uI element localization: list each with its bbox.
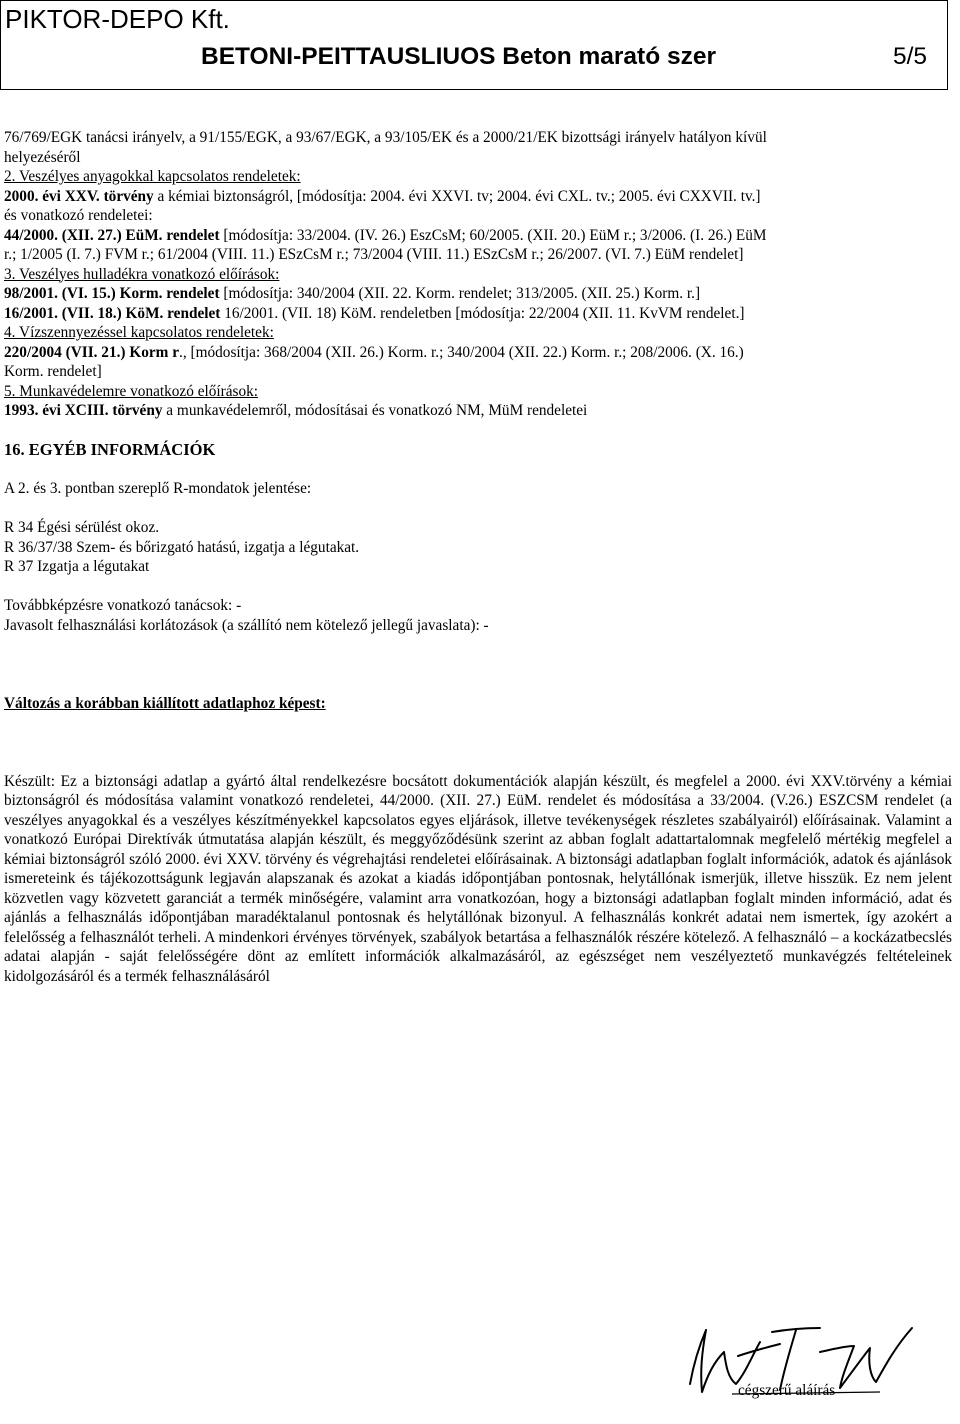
usage-restrictions: Javasolt felhasználási korlátozások (a szállító nem kötelező jellegű javaslata): -	[4, 616, 489, 634]
regulation-text: 16/2001. (VII. 18) KöM. rendeletben [módosítja: 22/2004 (XII. 11. KvVM rendelet.]	[220, 304, 745, 322]
page-number: 5/5	[892, 43, 927, 70]
regulation-ref: 16/2001. (VII. 18.) KöM. rendelet	[4, 304, 221, 322]
document-title: BETONI-PEITTAUSLIUOS Beton marató szer	[201, 43, 717, 70]
page-header	[0, 0, 948, 90]
r-phrase: R 37 Izgatja a légutakat	[4, 558, 150, 575]
regulation-ref: 2000. évi XXV. törvény	[4, 187, 154, 205]
preparation-statement: Készült: Ez a biztonsági adatlap a gyártó által rendelkezésre bocsátott dokumentációk alapján készült, és megfelel a 2000. évi XXV.törvény a kémiai biztonságról és módosítása valamint vonatkozó rendeletei, 44/2000. (XII. 27.) EüM. rendelet és módosítása a 33/2004. (V.26.) ESZCSM rendelet (a veszélyes anyagokkal és a veszélyes készítményekkel kapcsolatos egyes eljárások, illetve tevékenységek részletes szabályairól) előírásainak. Valamint a vonatkozó Európai Direktívák útmutatása alapján készült, és meggyőződésünk szerint az abban foglalt adattartalomnak megfelelő mértékig megfelel a kémiai biztonságról szóló 2000. évi XXV. törvény és végrehajtási rendeletei előírásainak. A biztonsági adatlapban foglalt információk, adatok és ajánlások ismereteink és tájékozottságunk legjaván alapszanak és azokat a kiadás időpontjában pontosnak, helytállónak ismerjük, illetve hisszük. Ez nem jelent közvetlen vagy közvetett garanciát a termék minőségére, valamint arra vonatkozóan, hogy a biztonsági adatlapban foglalt minden információ, adat és ajánlás a felhasználás időpontjában maradéktalanul pontosnak és helytállónak bizonyul. A felhasználás konkrét adatai nem ismertek, így azokért a felelősség a felhasználót terheli. A mindenkori érvényes törvények, szabályok betartása a felhasználók részére kötelező. A felhasználó – a kockázatbecslés adatai alapján - saját felelősségére dönt az említett információk alkalmazásáról, az egészséget nem veszélyeztető munkavégzés feltételeinek kidolgozásáról és a termék felhasználásáról	[4, 772, 952, 985]
regulation-ref: 44/2000. (XII. 27.) EüM. rendelet	[4, 226, 220, 244]
section-heading-occupational-safety: 5. Munkavédelemre vonatkozó előírások:	[4, 382, 259, 400]
r-phrase: R 36/37/38 Szem- és bőrizgató hatású, izgatja a légutakat.	[4, 538, 360, 556]
regulation-text: a munkavédelemről, módosításai és vonatkozó NM, MüM rendeletei	[162, 402, 588, 419]
training-advice: Továbbképzésre vonatkozó tanácsok: -	[4, 597, 242, 614]
regulation-text: [módosítja: 33/2004. (IV. 26.) EszCsM; 60/2005. (XII. 20.) EüM r.; 3/2006. (I. 26.) EüM	[219, 226, 767, 244]
r-phrases-intro: A 2. és 3. pontban szereplő R-mondatok jelentése:	[4, 480, 312, 497]
regulation-line: 76/769/EGK tanácsi irányelv, a 91/155/EGK, a 93/67/EGK, a 93/105/EK és a 2000/21/EK bizottsági irányelv hatályon kívül	[4, 129, 767, 146]
regulation-ref: 98/2001. (VI. 15.) Korm. rendelet	[4, 285, 220, 302]
signature-label: cégszerű aláírás	[738, 1382, 836, 1399]
regulation-line: és vonatkozó rendeletei:	[4, 207, 153, 224]
section-heading-hazardous-substances: 2. Veszélyes anyagokkal kapcsolatos rendeletek:	[4, 168, 301, 185]
regulation-line: helyezéséről	[4, 148, 81, 166]
r-phrase: R 34 Égési sérülést okoz.	[4, 519, 160, 536]
regulation-line: Korm. rendelet]	[4, 363, 102, 380]
regulation-line	[4, 304, 948, 324]
regulation-text: ., [módosítja: 368/2004 (XII. 26.) Korm. r.; 340/2004 (XII. 22.) Korm. r.; 208/2006. (X. 16.)	[179, 343, 744, 361]
company-name: PIKTOR-DEPO Kft.	[5, 4, 230, 34]
regulation-ref: 220/2004 (VII. 21.) Korm r	[4, 343, 180, 361]
regulation-text: [módosítja: 340/2004 (XII. 22. Korm. rendelet; 313/2005. (XII. 25.) Korm. r.]	[219, 285, 701, 302]
section-heading-hazardous-waste: 3. Veszélyes hulladékra vonatkozó előírások:	[4, 265, 280, 283]
regulation-line	[4, 401, 948, 421]
regulation-ref: 1993. évi XCIII. törvény	[4, 402, 163, 419]
regulation-line	[4, 343, 948, 363]
changes-heading: Változás a korábban kiállított adatlaphoz képest:	[4, 694, 326, 712]
section-heading-water-pollution: 4. Vízszennyezéssel kapcsolatos rendeletek:	[4, 324, 274, 341]
regulation-line: r.; 1/2005 (I. 7.) FVM r.; 61/2004 (VIII. 11.) ESzCsM r.; 73/2004 (VIII. 11.) ESzCsM r.; 26/2007. (VI. 7.) EüM rendelet]	[4, 246, 744, 263]
regulation-line	[4, 284, 948, 304]
document-body	[4, 128, 952, 986]
regulation-line	[4, 187, 948, 207]
regulation-text: a kémiai biztonságról, [módosítja: 2004. évi XXVI. tv; 2004. évi CXL. tv.; 2005. évi CXXVII. tv.]	[153, 187, 761, 205]
regulation-line	[4, 226, 948, 246]
section-16-title: 16. EGYÉB INFORMÁCIÓK	[4, 440, 216, 459]
